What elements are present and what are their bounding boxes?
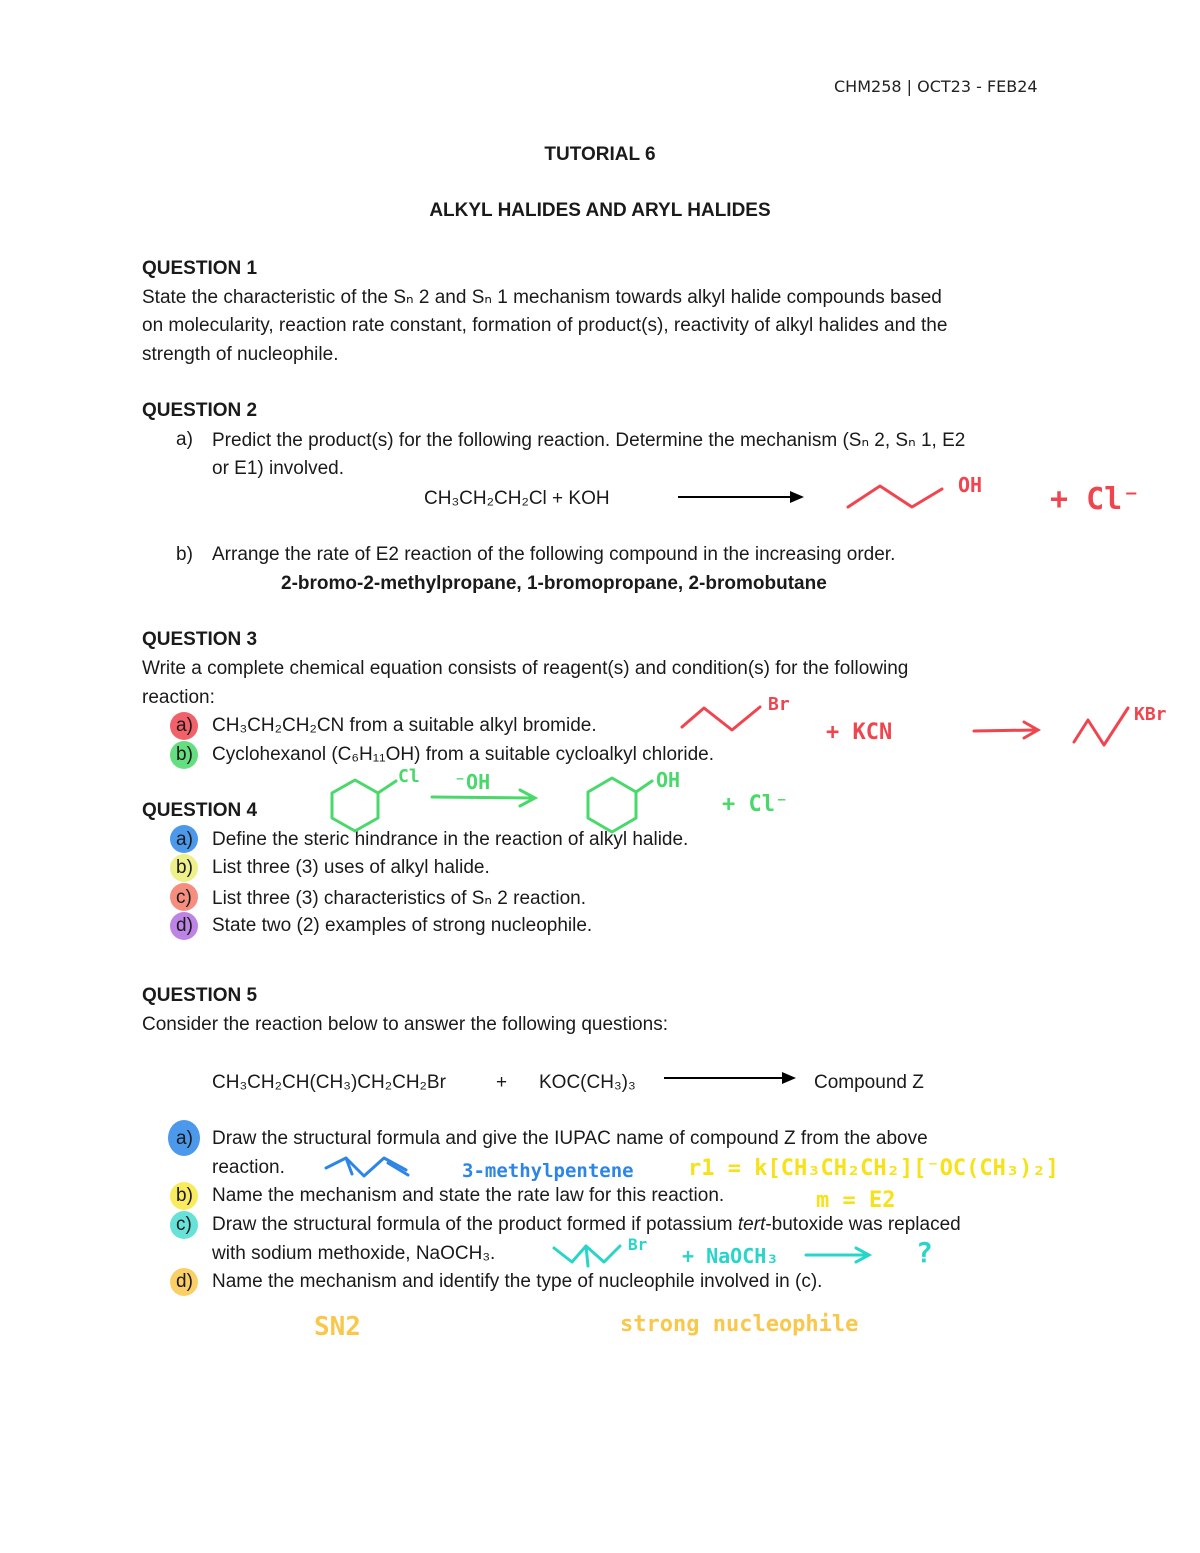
question-5d-text: Name the mechanism and identify the type of nucleophile involved in (c). <box>212 1271 823 1292</box>
bromine-label: Br <box>628 1235 648 1254</box>
hydroxyl-label: OH <box>958 473 983 497</box>
question-1-line: strength of nucleophile. <box>142 344 339 365</box>
question-4-item: List three (3) characteristics of Sₙ 2 reaction. <box>212 888 586 909</box>
rate-law-answer: r1 = k[CH₃CH₂CH₂][⁻OC(CH₃)₂] <box>688 1156 1059 1181</box>
item-label: b) <box>176 544 193 565</box>
question-3b-text: Cyclohexanol (C₆H₁₁OH) from a suitable cycloalkyl chloride. <box>212 744 714 765</box>
butanenitrile-structure <box>1074 708 1128 745</box>
kcn-reagent: + KCN <box>826 720 893 745</box>
question-3-heading: QUESTION 3 <box>142 629 258 650</box>
unknown-product: ? <box>916 1236 933 1269</box>
question-1-line: on molecularity, reaction rate constant, formation of product(s), reactivity of alkyl halides and the <box>142 315 948 336</box>
question-5-plus: + <box>496 1072 508 1093</box>
question-4-item: State two (2) examples of strong nucleophile. <box>212 915 593 936</box>
question-5-intro: Consider the reaction below to answer the following questions: <box>142 1014 668 1035</box>
item-label: b) <box>176 857 193 878</box>
question-2a-text: Predict the product(s) for the following reaction. Determine the mechanism (Sₙ 2, Sₙ 1, E2 <box>212 430 966 451</box>
question-2b-text: Arrange the rate of E2 reaction of the following compound in the increasing order. <box>212 544 896 565</box>
chloride-byproduct: + Cl⁻ <box>722 792 789 817</box>
question-2b-compounds: 2-bromo-2-methylpropane, 1-bromopropane, 2-bromobutane <box>281 573 827 594</box>
question-3a-text: CH₃CH₂CH₂CN from a suitable alkyl bromide. <box>212 715 597 736</box>
question-5a-text: Draw the structural formula and give the IUPAC name of compound Z from the above <box>212 1128 928 1149</box>
mechanism-answer: m = E2 <box>816 1188 896 1213</box>
red-arrow <box>974 722 1038 738</box>
reaction-arrow <box>678 491 804 503</box>
question-5-product: Compound Z <box>814 1072 924 1093</box>
bromine-label: Br <box>768 694 790 715</box>
item-label: a) <box>176 715 193 736</box>
question-5-reagent: KOC(CH₃)₃ <box>539 1072 636 1093</box>
item-label: d) <box>176 1271 193 1292</box>
question-2a-text: or E1) involved. <box>212 458 345 479</box>
question-5-reactant: CH₃CH₂CH(CH₃)CH₂CH₂Br <box>212 1072 446 1093</box>
cyclohexanol-ring <box>588 778 636 832</box>
item-label: c) <box>176 887 192 908</box>
propanol-structure <box>848 486 942 507</box>
question-5c-text-part: Draw the structural formula of the product formed if potassium <box>212 1214 738 1235</box>
sodium-methoxide-reagent: + NaOCH₃ <box>682 1244 779 1268</box>
page-title: TUTORIAL 6 <box>544 144 656 165</box>
question-3-text: Write a complete chemical equation consists of reagent(s) and condition(s) for the following <box>142 658 909 679</box>
question-1-heading: QUESTION 1 <box>142 258 258 279</box>
page-subtitle: ALKYL HALIDES AND ARYL HALIDES <box>429 200 771 221</box>
item-label: b) <box>176 744 193 765</box>
question-3-text: reaction: <box>142 687 215 708</box>
sn2-answer: SN2 <box>314 1312 361 1342</box>
item-label: a) <box>176 829 193 850</box>
iupac-name-answer: 3-methylpentene <box>462 1160 634 1182</box>
item-label: d) <box>176 915 193 936</box>
hydroxyl-label: OH <box>656 768 681 792</box>
reaction-arrow <box>664 1072 796 1084</box>
item-label: b) <box>176 1185 193 1206</box>
item-label: a) <box>176 1128 193 1149</box>
question-4-heading: QUESTION 4 <box>142 800 258 821</box>
propyl-bromide-structure <box>682 707 760 730</box>
question-5c-text-part: -butoxide was replaced <box>765 1214 961 1235</box>
cyan-arrow <box>806 1248 869 1262</box>
item-label: c) <box>176 1214 192 1235</box>
question-5a-text: reaction. <box>212 1157 285 1178</box>
question-2-heading: QUESTION 2 <box>142 400 258 421</box>
hydroxide-reagent: ⁻OH <box>454 770 491 794</box>
item-label: a) <box>176 429 193 450</box>
question-4-item: List three (3) uses of alkyl halide. <box>212 857 490 878</box>
chloride-byproduct: + Cl⁻ <box>1050 482 1141 517</box>
chlorine-label: Cl <box>398 766 420 787</box>
question-2-reaction: CH₃CH₂CH₂Cl + KOH <box>424 488 610 509</box>
question-1-line: State the characteristic of the Sₙ 2 and Sₙ 1 mechanism towards alkyl halide compounds based <box>142 287 942 308</box>
nucleophile-answer: strong nucleophile <box>620 1312 859 1337</box>
question-5-heading: QUESTION 5 <box>142 985 258 1006</box>
question-5c-italic: tert <box>737 1214 766 1235</box>
question-5c-text: with sodium methoxide, NaOCH₃. <box>212 1243 496 1264</box>
question-5b-text: Name the mechanism and state the rate law for this reaction. <box>212 1185 725 1206</box>
question-4-item: Define the steric hindrance in the reaction of alkyl halide. <box>212 829 689 850</box>
course-header: CHM258 | OCT23 - FEB24 <box>834 77 1038 96</box>
kbr-label: KBr <box>1134 704 1167 725</box>
cyclohexyl-chloride-ring <box>332 780 378 831</box>
